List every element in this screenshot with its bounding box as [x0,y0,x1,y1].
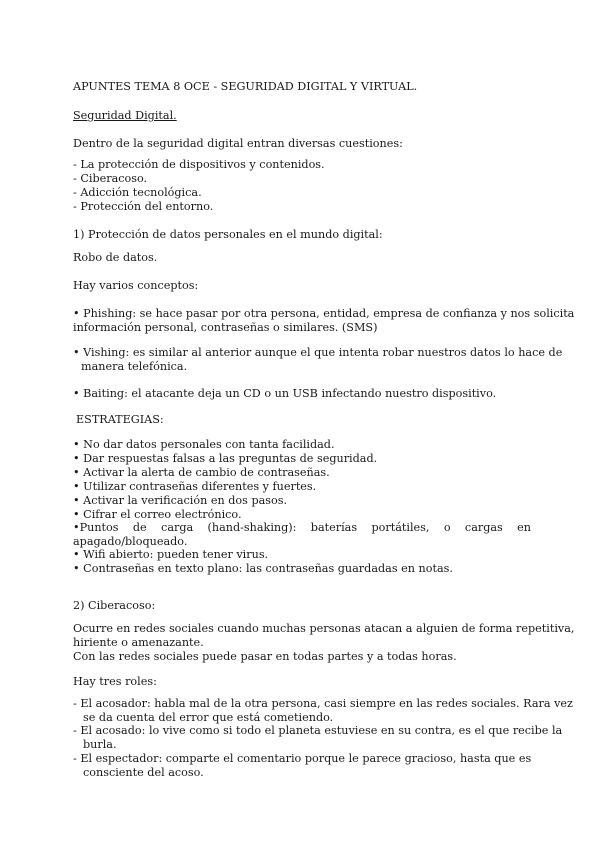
rol-espectador-line-2: consciente del acoso. [83,766,204,779]
roles-intro: Hay tres roles: [73,675,157,688]
subsection-heading-proteccion-datos: 1) Protección de datos personales en el mundo digital: [73,228,383,241]
estrategia-item: • Cifrar el correo electrónico. [73,508,242,521]
rol-acosador-line-2: se da cuenta del error que está cometiendo. [83,711,334,724]
estrategia-puntos-carga-line-1: •Puntos de carga (hand-shaking): baterías portátiles, o cargas en [73,521,531,534]
rol-espectador-line-1: - El espectador: comparte el comentario porque le parece gracioso, hasta que es [73,752,532,765]
paragraph-robo-datos: Robo de datos. [73,251,158,264]
concept-baiting: • Baiting: el atacante deja un CD o un USB infectando nuestro dispositivo. [73,387,497,400]
list-item: - Adicción tecnológica. [73,186,202,199]
estrategia-item: • Wifi abierto: pueden tener virus. [73,548,269,561]
section-intro: Dentro de la seguridad digital entran diversas cuestiones: [73,137,403,150]
estrategia-item: • Utilizar contraseñas diferentes y fuertes. [73,480,317,493]
paragraph-conceptos: Hay varios conceptos: [73,279,199,292]
concept-vishing-line-1: • Vishing: es similar al anterior aunque el que intenta robar nuestros datos lo hace de [73,346,563,359]
rol-acosado-line-2: burla. [83,738,117,751]
section-heading-seguridad-digital: Seguridad Digital. [73,109,177,122]
estrategias-heading: ESTRATEGIAS: [76,413,164,426]
estrategia-item: • Activar la alerta de cambio de contraseñas. [73,466,330,479]
concept-phishing-line-2: información personal, contraseñas o similares. (SMS) [73,321,378,334]
list-item: - Protección del entorno. [73,200,214,213]
rol-acosador-line-1: - El acosador: habla mal de la otra persona, casi siempre en las redes sociales. Rara vez [73,697,573,710]
estrategia-item: • No dar datos personales con tanta facilidad. [73,438,335,451]
rol-acosado-line-1: - El acosado: lo vive como si todo el planeta estuviese en su contra, es el que recibe la [73,724,563,737]
estrategia-item: • Dar respuestas falsas a las preguntas de seguridad. [73,452,378,465]
list-item: - La protección de dispositivos y contenidos. [73,158,325,171]
ciberacoso-definicion-line-1: Ocurre en redes sociales cuando muchas personas atacan a alguien de forma repetitiva, [73,622,575,635]
list-item: - Ciberacoso. [73,172,148,185]
subsection-heading-ciberacoso: 2) Ciberacoso: [73,599,156,612]
concept-phishing-line-1: • Phishing: se hace pasar por otra persona, entidad, empresa de confianza y nos solicita [73,307,575,320]
estrategia-item: • Activar la verificación en dos pasos. [73,494,288,507]
estrategia-puntos-carga-line-2: apagado/bloqueado. [73,535,188,548]
concept-vishing-line-2: manera telefónica. [81,360,188,373]
document-title: APUNTES TEMA 8 OCE - SEGURIDAD DIGITAL Y VIRTUAL. [73,80,418,93]
estrategia-item: • Contraseñas en texto plano: las contraseñas guardadas en notas. [73,562,453,575]
ciberacoso-definicion-line-3: Con las redes sociales puede pasar en todas partes y a todas horas. [73,650,457,663]
ciberacoso-definicion-line-2: hiriente o amenazante. [73,636,204,649]
